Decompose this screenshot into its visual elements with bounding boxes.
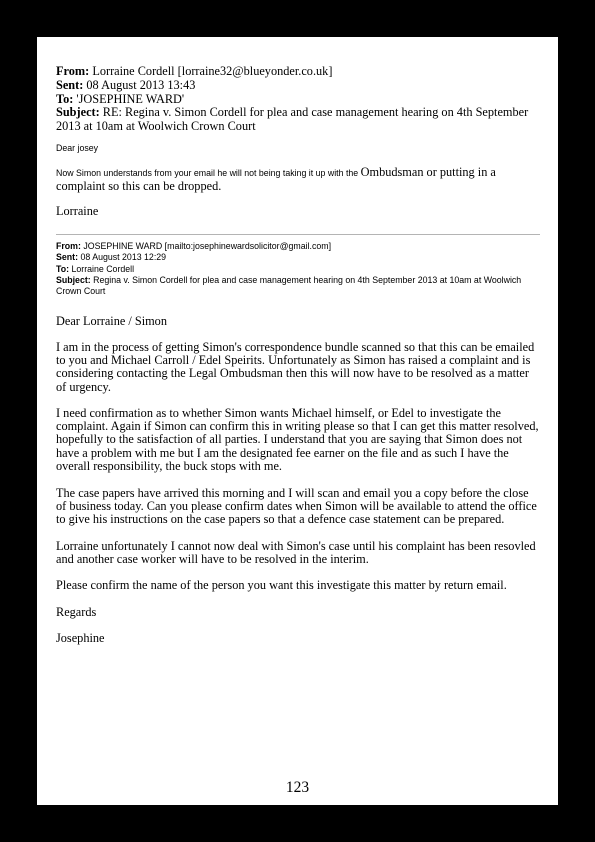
email1-sent-value: 08 August 2013 13:43 [86,77,196,92]
email1-subject: Subject: RE: Regina v. Simon Cordell for plea and case management hearing on 4th September 2013 at 10am at Woolwich Crown Court [56,105,529,134]
email1-to-value: 'JOSEPHINE WARD' [76,91,185,106]
email2-to: To: Lorraine Cordell [56,263,135,274]
email2-signature: Josephine [56,631,105,645]
email2-greeting: Dear Lorraine / Simon [56,314,167,328]
email2-to-value: Lorraine Cordell [71,263,135,274]
email1-subject-value: RE: Regina v. Simon Cordell for plea and case management hearing on 4th September 2013 at 10am at Woolwich Crown Court [56,105,529,134]
email1-header [56,65,540,134]
email2-from: From: JOSEPHINE WARD [mailto:josephinewardsolicitor@gmail.com] [56,241,332,251]
email1-from-value: Lorraine Cordell [lorraine32@blueyonder.co.uk] [92,64,333,78]
email2-paragraph: Lorraine unfortunately I cannot now deal with Simon's case until his complaint has been resovled and another case worker will have to be resolved in the interim. [56,539,536,567]
email2-paragraph: The case papers have arrived this morning and I will scan and email you a copy before the close of business today. Can you please confirm dates when Simon will be available to attend the office to give his instructions on the case papers so that a defence case statement can be prepared. [56,486,537,527]
email2-paragraph: I am in the process of getting Simon's correspondence bundle scanned so that this can be emailed to you and Michael Carroll / Edel Speirits. Unfortunately as Simon has raised a complaint and is considering contacting the Legal Ombudsman then this will now have to be resolved as a matter of urgency. [56,340,535,394]
email2-sent-value: 08 August 2013 12:29 [80,252,167,263]
email2-from-value: JOSEPHINE WARD [mailto:josephinewardsolicitor@gmail.com] [83,241,332,251]
email2-paragraph: Please confirm the name of the person you want this investigate this matter by return email. [56,578,507,592]
email2-subject-value: Regina v. Simon Cordell for plea and case management hearing on 4th September 2013 at 10am at Woolwich Crown Court [56,274,522,297]
email1-from: From: Lorraine Cordell [lorraine32@blueyonder.co.uk] [56,64,333,78]
email1-signoff: Lorraine [56,204,99,218]
email2-sent: Sent: 08 August 2013 12:29 [56,252,167,263]
email2-subject: Subject: Regina v. Simon Cordell for plea and case management hearing on 4th September 2013 at 10am at Woolwich Crown Court [56,274,522,297]
email1-to: To: 'JOSEPHINE WARD' [56,91,185,106]
email1-body: Now Simon understands from your email he will not being taking it up with the Ombudsman or putting in a complaint so this can be dropped. [56,165,496,193]
document-page [37,37,558,805]
email1-greeting: Dear josey [56,143,99,153]
email1-sent: Sent: 08 August 2013 13:43 [56,77,196,92]
page-number: 123 [285,779,310,796]
email2-header [56,241,540,297]
email2-paragraph: I need confirmation as to whether Simon wants Michael himself, or Edel to investigate the complaint. Again if Simon can confirm this in writing please so that I can get this matter resolved, hopefully to the satisfaction of all parties. I understand that you are saying that Simon does not have a problem with me but I am the designated fee earner on the file and as such I have the overall responsibility, the buck stops with me. [56,406,539,473]
email2-regards: Regards [56,605,97,619]
divider [56,234,540,235]
